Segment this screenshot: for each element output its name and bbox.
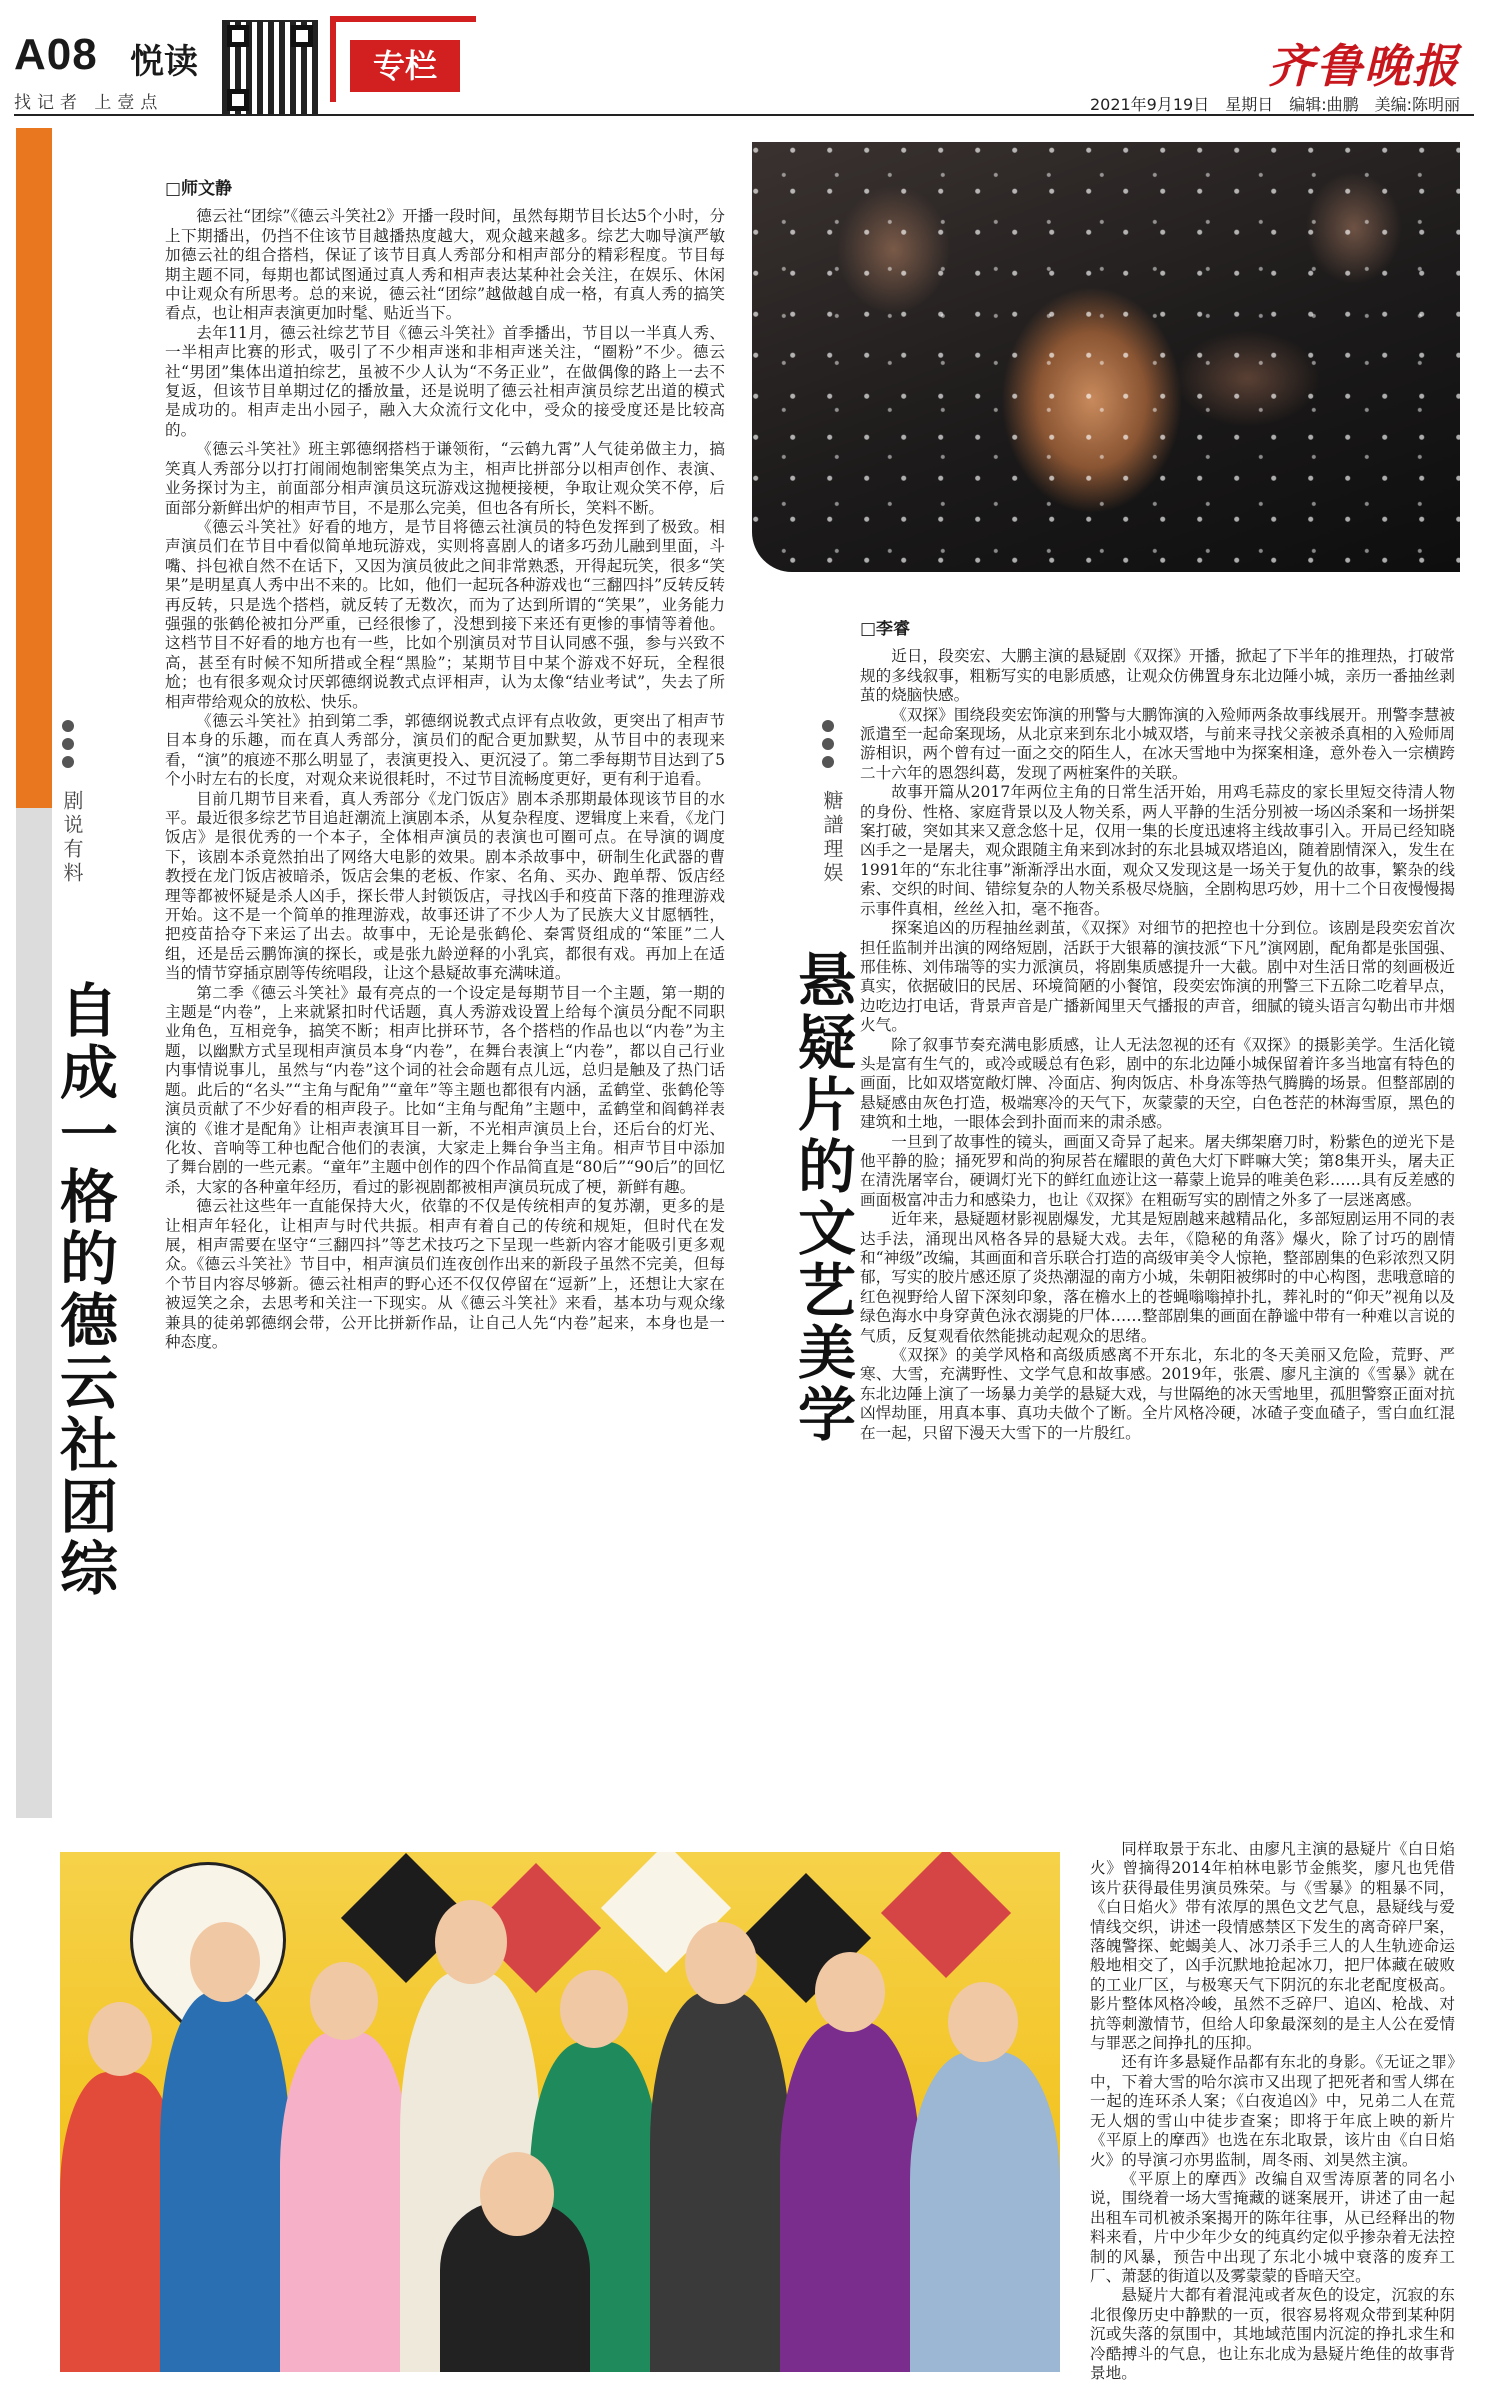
right-paragraph: 《平原上的摩西》改编自双雪涛原著的同名小说，围绕着一场大雪掩藏的谜案展开，讲述了由一起出租车司机被杀案揭开的陈年往事，从已经释出的物料来看，片中少年少女的纯真约定似乎掺杂着无法控制的风暴，预告中出现了东北小城中衰落的废弃工厂、萧瑟的街道以及雾蒙蒙的昏暗天空。 [1090,2169,1455,2285]
film-still-photo [752,142,1460,572]
newspaper-brand: 齐鲁晚报 [1268,39,1460,93]
left-paragraph: 德云社这些年一直能保持大火，依靠的不仅是传统相声的复苏潮，更多的是让相声年轻化，让相声与时代共振。相声有着自己的传统和规矩，但时代在发展，相声需要在坚守“三翻四抖”等艺术技巧之下呈现一些新内容才能吸引更多观众。《德云斗笑社》节目中，相声演员们连夜创作出来的新段子虽然不完美，但每个节目内容尽够新。德云社相声的野心还不仅仅停留在“逗新”上，还想让大家在被逗笑之余，去思考和关注一下现实。从《德云斗笑社》来看，基本功与观众缘兼具的徒弟郭德纲会带，公开比拼新作品，让自己人先“内卷”起来，本身也是一种态度。 [165,1197,725,1351]
left-byline: □师文静 [165,179,233,199]
right-paragraph: 近日，段奕宏、大鹏主演的悬疑剧《双探》开播，掀起了下半年的推理热，打破常规的多线叙事，粗粝写实的电影质感，让观众仿佛置身东北边陲小城，亲历一番抽丝剥茧的烧脑快感。 [860,647,1455,705]
right-paragraph: 探案追凶的历程抽丝剥茧，《双探》对细节的把控也十分到位。该剧是段奕宏首次担任监制并出演的网络短剧，活跃于大银幕的演技派“下凡”演网剧，配角都是张国强、邢佳栋、刘伟瑞等的实力派演员，将剧集质感提升一大截。剧中对生活日常的刻画极近真实，依据破旧的民居、环境简陋的小餐馆，段奕宏饰演的刑警三下五除二吃着早点，边吃边打电话，背景声音是广播新闻里天气播报的声音，细腻的镜头语言勾勒出市井烟火气。 [860,919,1455,1035]
right-paragraph: 《双探》围绕段奕宏饰演的刑警与大鹏饰演的入殓师两条故事线展开。刑警李慧被派遣至一起命案现场，从北京来到东北小城双塔，与前来寻找父亲被杀真相的入殓师周游相识，两个曾有过一面之交的陌生人，在冰天雪地中为探案相逢，意外卷入一宗横跨二十六年的恩怨纠葛，发现了两桩案件的关联。 [860,705,1455,782]
group-poster-photo [60,1852,1060,2372]
left-headline: 自成一格的德云社团综 [50,980,118,1600]
right-article-body-continued [1090,1840,1455,2383]
left-article-body [165,180,725,1352]
left-paragraph: 《德云斗笑社》拍到第二季，郭德纲说教式点评有点收敛，更突出了相声节目本身的乐趣，而在真人秀部分，演员们的配合更加默契，从节目中的表现来看，“演”的痕迹不那么明显了，表演更投入、更沉浸了。第二季每期节目达到了5个小时左右的长度，对观众来说很耗时，不过节目流畅度更好，更有利于追看。 [165,711,725,789]
right-paragraph: 同样取景于东北、由廖凡主演的悬疑片《白日焰火》曾摘得2014年柏林电影节金熊奖，廖凡也凭借该片获得最佳男演员殊荣。与《雪暴》的粗暴不同，《白日焰火》带有浓厚的黑色文艺气息，悬疑线与爱情线交织，讲述一段情感禁区下发生的离奇碎尸案，落魄警探、蛇蝎美人、冰刀杀手三人的人生轨迹命运般地相交了，凶手沉默地抢起冰刀，把尸体藏在破败的工业厂区，与极寒天气下阴沉的东北老配度极高。影片整体风格冷峻，虽然不乏碎尸、追凶、枪战、对抗等刺激情节，但给人印象最深刻的是主人公在爱情与罪恶之间挣扎的压抑。 [1090,1840,1455,2053]
left-paragraph: 《德云斗笑社》好看的地方，是节目将德云社演员的特色发挥到了极致。相声演员们在节目中看似简单地玩游戏，实则将喜剧人的诸多巧劲儿融到里面，斗嘴、抖包袱自然不在话下，又因为演员彼此之间非常熟悉，开得起玩笑，很多“笑果”是明星真人秀中出不来的。比如，他们一起玩各种游戏也“三翻四抖”反转反转再反转，只是选个搭档，就反转了无数次，而为了达到所谓的“笑果”，业务能力强强的张鹤伦被扣分严重，已经很惨了，没想到接下来还有更惨的事情等着他。这档节目不好看的地方也有一些，比如个别演员对节目认同感不强，参与兴致不高，甚至有时候不知所措或全程“黑脸”；某期节目中某个游戏不好玩，全程很尬；也有很多观众讨厌郭德纲说教式点评相声，认为太像“结业考试”，失去了所相声带给观众的放松、快乐。 [165,517,725,711]
kicker-dots-right [822,720,834,768]
right-article-body [860,620,1455,1840]
left-paragraph: 德云社“团综”《德云斗笑社2》开播一段时间，虽然每期节目长达5个小时，分上下期播出，仍挡不住该节目越播热度越大，观众越来越多。综艺大咖导演严敏加德云社的组合搭档，保证了该节目真人秀部分和相声部分的精彩程度。节目每期主题不同，每期也都试图通过真人秀和相声表达某种社会关注，在娱乐、休闲中让观众有所思考。总的来说，德云社“团综”越做越自成一格，有真人秀的搞笑看点，也让相声表演更加时髦、贴近当下。 [165,207,725,323]
left-paragraph: 去年11月，德云社综艺节目《德云斗笑社》首季播出，节目以一半真人秀、一半相声比赛的形式，吸引了不少相声迷和非相声迷关注，“圈粉”不少。德云社“男团”集体出道拍综艺，虽被不少人认为“不务正业”，在做偶像的路上一去不复返，但该节目单期过亿的播放量，还是说明了德云社相声演员综艺出道的模式是成功的。相声走出小园子，融入大众流行文化中，受众的接受度还是比较高的。 [165,323,725,439]
right-paragraph: 《双探》的美学风格和高级质感离不开东北，东北的冬天美丽又危险，荒野、严寒、大雪，充满野性、文学气息和故事感。2019年，张震、廖凡主演的《雪暴》就在东北边陲上演了一场暴力美学的悬疑大戏，与世隔绝的冰天雪地里，孤胆警察正面对抗凶悍劫匪，用真本事、真功夫做个了断。全片风格冷硬，冰碴子变血碴子，雪白血红混在一起，只留下漫天大雪下的一片殷红。 [860,1346,1455,1442]
right-kicker: 糖譜理娱 [820,790,844,886]
header-divider [14,114,1474,116]
decorative-orange-strip [16,128,52,808]
column-tag [330,16,480,102]
left-paragraph: 第二季《德云斗笑社》最有亮点的一个设定是每期节目一个主题，第一期的主题是“内卷”，上来就紧扣时代话题，真人秀游戏设置上给每个演员分配不同职业角色，互相竞争，搞笑不断；相声比拼环节，各个搭档的作品也以“内卷”为主题，以幽默方式呈现相声演员本身“内卷”，在舞台表演上“内卷”，都以自己行业内事情说事儿，虽然与“内卷”这个词的社会命题有点儿远，总归是触及了热门话题。此后的“名头”“主角与配角”“童年”等主题也都很有内涵，孟鹤堂、张鹤伦等演员贡献了不少好看的相声段子。比如“主角与配角”主题中，孟鹤堂和阎鹤祥表演的《谁才是配角》让相声表演耳目一新，不光相声演员上台，还后台的灯光、化妆、音响等工种也配合他们的表演，大家走上舞台争当主角。相声节目中添加了舞台剧的一些元素。“童年”主题中创作的四个作品简直是“80后”“90后”的回忆杀，大家的各种童年经历，看过的影视剧都被相声演员玩成了梗，新鲜有趣。 [165,983,725,1196]
right-paragraph: 近年来，悬疑题材影视剧爆发，尤其是短剧越来越精品化，多部短剧运用不同的表达手法，涌现出风格各异的悬疑大戏。去年，《隐秘的角落》爆火，除了讨巧的剧情和“神级”改编，其画面和音乐联合打造的高级审美令人惊艳，整部剧集的色彩浓烈又阴郁，写实的胶片感还原了炎热潮湿的南方小城，朱朝阳被绑时的中心构图，悲哦意暗的红色视野给人留下深刻印象，落在檐水上的苍蝇嗡嗡掉扑扎，葬礼时的“仰天”视角以及绿色海水中身穿黄色泳衣溺毙的尸体……整部剧集的画面在静谧中带有一种难以言说的气质，反复观看依然能挑动起观众的思绪。 [860,1210,1455,1345]
left-paragraph: 目前几期节目来看，真人秀部分《龙门饭店》剧本杀那期最体现该节目的水平。最近很多综艺节目追赶潮流上演剧本杀，从复杂程度、逻辑度上来看，《龙门饭店》是很优秀的一个本子，全体相声演员的表演也可圈可点。在导演的调度下，该剧本杀竟然拍出了网络大电影的效果。剧本杀故事中，研制生化武器的曹教授在龙门饭店被暗杀，饭店会集的老板、作家、名角、买办、跑单帮、饭店经理等都被怀疑是杀人凶手，探长带人封锁饭店，寻找凶手和疫苗下落的推理游戏开始。这不是一个简单的推理游戏，故事还讲了不少人为了民族大义甘愿牺牲，把疫苗拾夺下来运了出去。故事中，无论是张鹤伦、秦霄贤组成的“笨匪”二人组，还是岳云鹏饰演的探长，或是张九龄逆释的小乳宾，都很有戏。再加上在适当的情节穿插京剧等传统唱段，让这个悬疑故事充满味道。 [165,789,725,983]
right-headline: 悬疑片的文艺美学 [788,950,856,1446]
right-paragraph: 故事开篇从2017年两位主角的日常生活开始，用鸡毛蒜皮的家长里短交待清人物的身份、性格、家庭背景以及人物关系，两人平静的生活分别被一场凶杀案和一场拼架案打破，突如其来又意念悠十足，仅用一集的长度迅速将主线故事引入。开局已经知晓凶手之一是屠夫，观众跟随主角来到冰封的东北县城双塔追凶，随着剧情深入，发生在1991年的“东北往事”渐渐浮出水面，观众又发现这是一场关于复仇的故事，繁杂的线索、交织的时间、错综复杂的人物关系极尽烧脑，全剧构思巧妙，用十二个日夜慢慢揭示事件真相，丝丝入扣，毫不拖沓。 [860,783,1455,918]
right-paragraph: 一旦到了故事性的镜头，画面又奇异了起来。屠夫绑架磨刀时，粉紫色的逆光下是他平静的脸；捅死罗和尚的狗尿苔在耀眼的黄色大灯下畔嘛大笑；第8集开头，屠夫正在清洗屠宰台，硬调灯光下的鲜红血迹让这一幕蒙上诡异的唯美色彩……具有反差感的画面极富冲击力和感染力，也让《双探》在粗砺写实的剧情之外多了一层迷离感。 [860,1132,1455,1209]
left-kicker: 剧说有料 [60,790,84,886]
kicker-dots-left [62,720,74,768]
right-paragraph: 悬疑片大都有着混沌或者灰色的设定，沉寂的东北很像历史中静默的一页，很容易将观众带到某种阴沉或失落的氛围中，其地域范围内沉淀的挣扎求生和冷酷搏斗的气息，也让东北成为悬疑片绝佳的故事背景地。 [1090,2286,1455,2382]
section-name: 悦读 [130,42,198,82]
right-paragraph: 除了叙事节奏充满电影质感，让人无法忽视的还有《双探》的摄影美学。生活化镜头是富有生气的，或冷或暖总有色彩，剧中的东北边陲小城保留着许多当地富有特色的画面，比如双塔宽敞灯牌、冷面店、狗肉饭店、朴身冻等热气腾腾的场景。但整部剧的悬疑感由灰色打造，极端寒冷的天气下，灰蒙蒙的天空，白色苍茫的林海雪原，黑色的建筑和土地，一眼体会到扑面而来的肃杀感。 [860,1035,1455,1132]
page-number: A08 [14,30,98,79]
right-byline: □李睿 [860,620,911,639]
dateline: 2021年9月19日 星期日 编辑:曲鹏 美编:陈明丽 [1089,95,1460,114]
left-paragraph: 《德云斗笑社》班主郭德纲搭档于谦领衔，“云鹤九霄”人气徒弟做主力，搞笑真人秀部分以打打闹闹炮制密集笑点为主，相声比拼部分以相声创作、表演、业务探讨为主，前面部分相声演员这玩游戏这抛梗接梗，争取让观众笑不停，后面部分新鲜出炉的相声节目，不是那么完美，但也各有所长，笑料不断。 [165,440,725,517]
column-tag-label: 专栏 [350,40,460,92]
slogan: 找记者 上壹点 [14,93,164,113]
right-paragraph: 还有许多悬疑作品都有东北的身影。《无证之罪》中，下着大雪的哈尔滨市又出现了把死者和雪人绑在一起的连环杀人案；《白夜追凶》中，兄弟二人在荒无人烟的雪山中徒步查案；即将于年底上映的新片《平原上的摩西》也选在东北取景，该片由《白日焰火》的导演刁亦男监制，周冬雨、刘昊然主演。 [1090,2053,1455,2169]
qr-code[interactable] [222,20,318,116]
